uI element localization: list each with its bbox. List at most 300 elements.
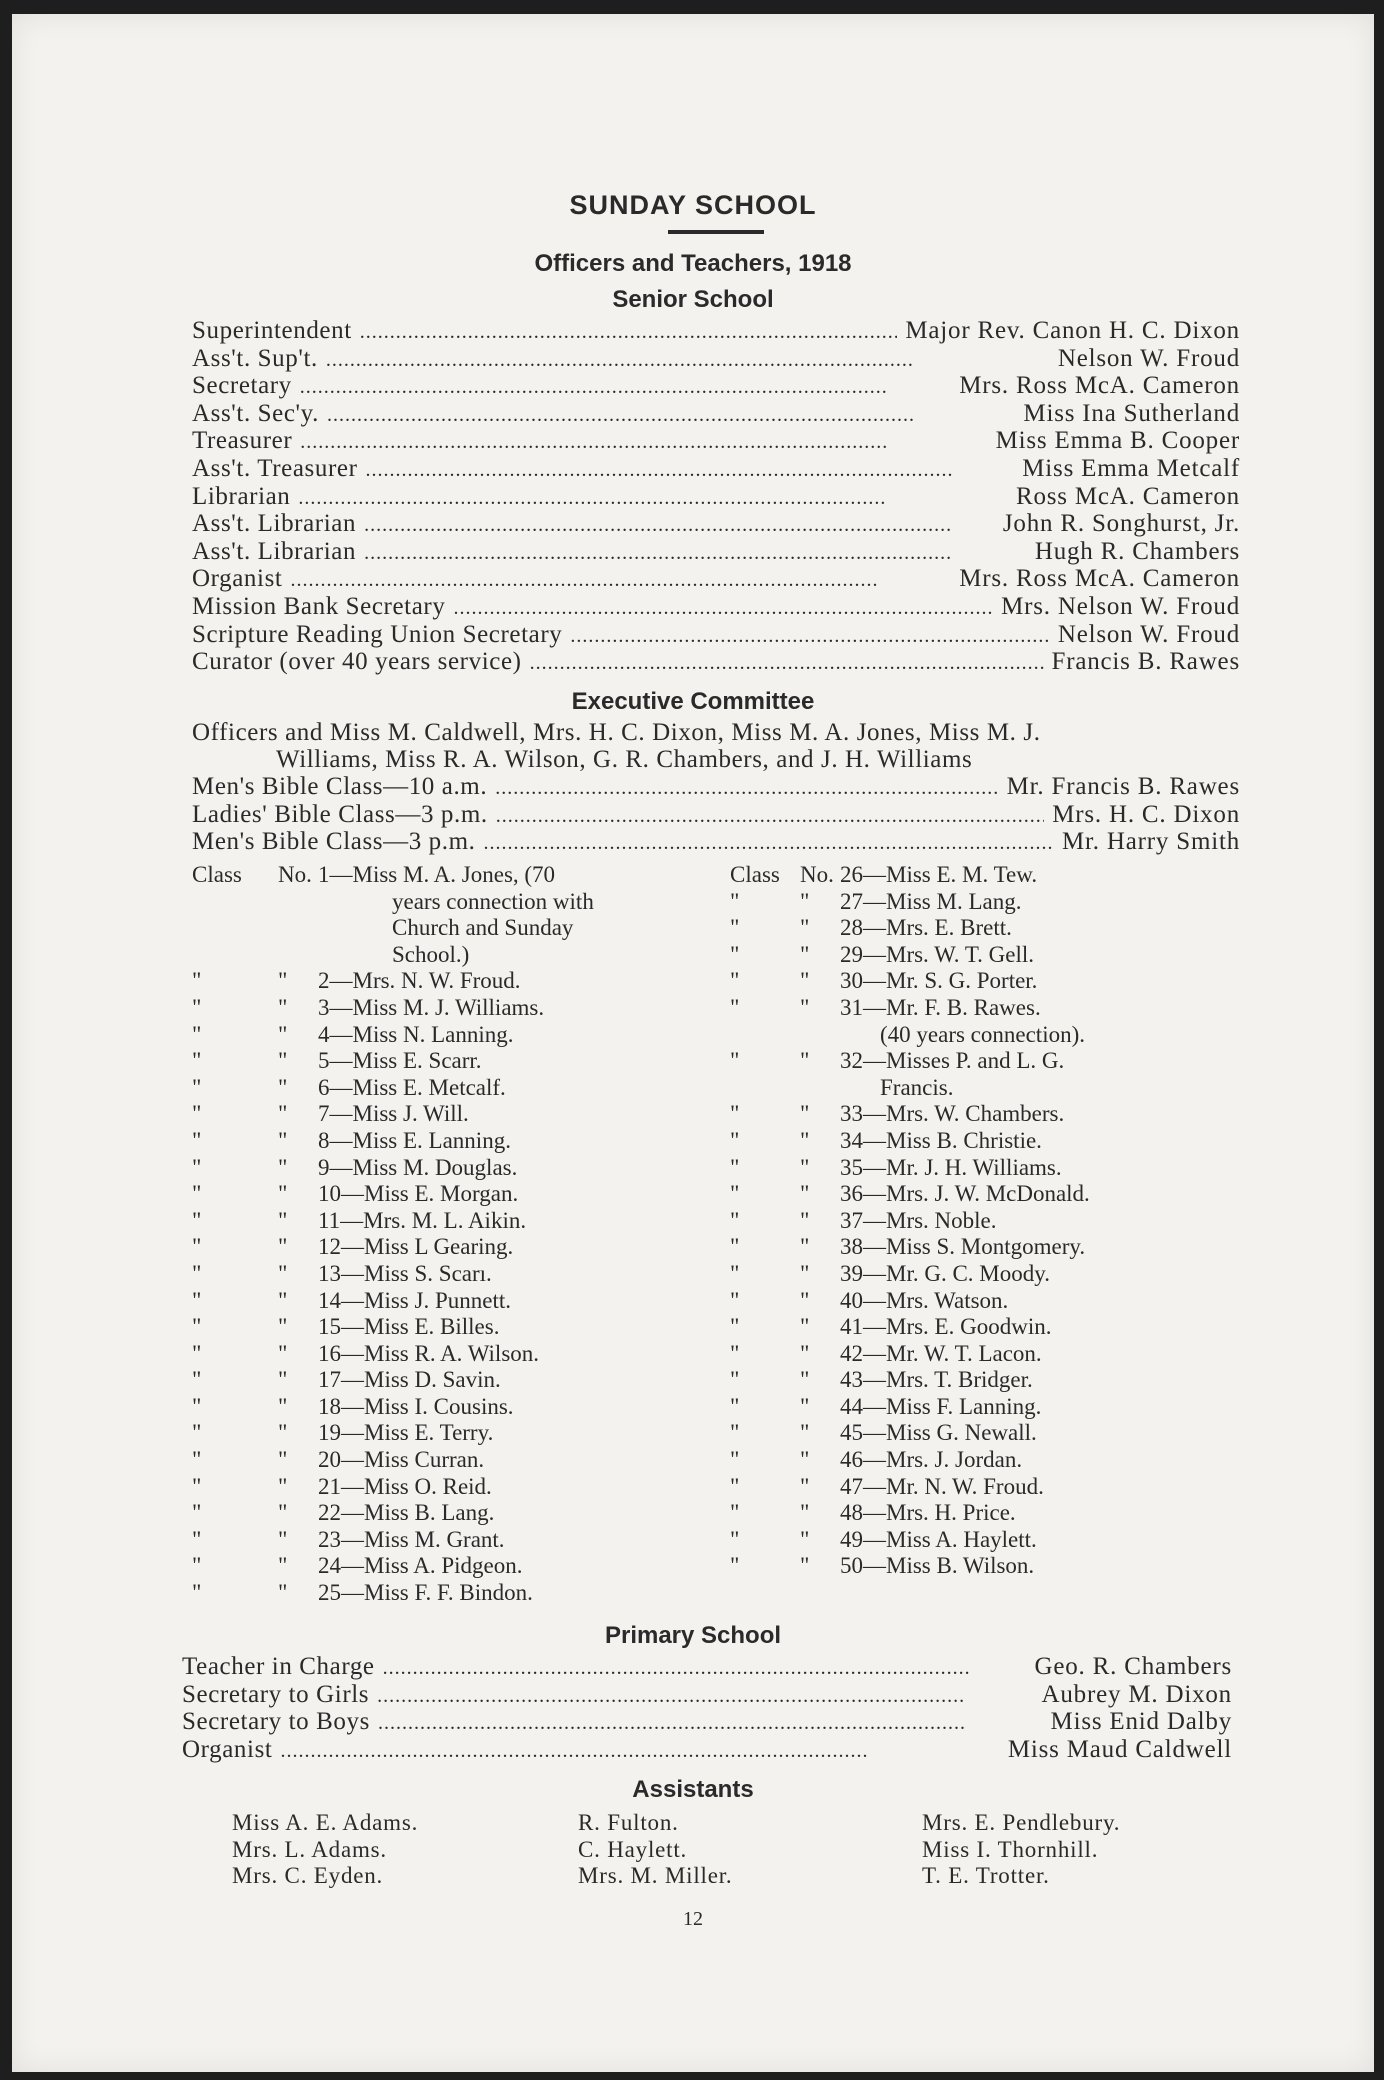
class-teacher: 8—Miss E. Lanning. xyxy=(318,1127,511,1153)
class-no-label: " xyxy=(278,1260,288,1286)
class-row xyxy=(730,1128,1250,1155)
primary-officer-name: Aubrey M. Dixon xyxy=(1041,1680,1232,1708)
class-teacher: 40—Mrs. Watson. xyxy=(840,1287,1009,1313)
executive-line-1: Officers and Miss M. Caldwell, Mrs. H. C. Dixon, Miss M. A. Jones, Miss M. J. xyxy=(192,719,1041,746)
class-continuation: (40 years connection). xyxy=(880,1021,1086,1047)
class-teacher: 7—Miss J. Will. xyxy=(318,1101,469,1127)
primary-officer-name: Miss Enid Dalby xyxy=(1050,1708,1232,1736)
class-row xyxy=(730,1208,1250,1235)
class-row xyxy=(730,889,1250,916)
class-label: " xyxy=(192,1553,202,1579)
class-label: " xyxy=(192,1367,202,1393)
class-no-label: " xyxy=(278,1393,288,1419)
class-label: " xyxy=(192,1340,202,1366)
bible-class-name: Mr. Francis B. Rawes xyxy=(1006,773,1240,800)
class-teacher: 16—Miss R. A. Wilson. xyxy=(318,1340,540,1366)
dot-leader xyxy=(280,1737,999,1765)
class-no-label: " xyxy=(800,1367,810,1393)
primary-officers-list xyxy=(182,1654,1232,1764)
class-no-label: " xyxy=(278,1287,288,1313)
officer-row xyxy=(192,428,1240,456)
primary-officer-name: Geo. R. Chambers xyxy=(1034,1653,1232,1680)
class-teacher: 18—Miss I. Cousins. xyxy=(318,1393,514,1419)
officer-row xyxy=(192,649,1240,677)
class-no-label: " xyxy=(278,1021,288,1047)
class-label: " xyxy=(730,1526,740,1552)
primary-officer-row xyxy=(182,1654,1232,1682)
officers-list xyxy=(192,318,1240,677)
assistant-name: Mrs. C. Eyden. xyxy=(232,1863,384,1889)
class-teacher: 25—Miss F. F. Bindon. xyxy=(318,1580,533,1606)
class-continuation: Francis. xyxy=(880,1074,954,1100)
primary-officer-row xyxy=(182,1682,1232,1710)
class-teacher: 19—Miss E. Terry. xyxy=(318,1420,494,1446)
class-teacher: 22—Miss B. Lang. xyxy=(318,1500,495,1526)
officer-name: Major Rev. Canon H. C. Dixon xyxy=(905,317,1240,344)
class-no-label: " xyxy=(278,1420,288,1446)
class-teacher: 10—Miss E. Morgan. xyxy=(318,1181,519,1207)
class-continuation: Church and Sunday xyxy=(392,915,574,941)
class-row xyxy=(730,968,1250,995)
class-row xyxy=(192,1420,712,1447)
primary-officer-row xyxy=(182,1709,1232,1737)
class-row xyxy=(192,1155,712,1182)
primary-officer-name: Miss Maud Caldwell xyxy=(1007,1735,1232,1763)
class-teacher: 49—Miss A. Haylett. xyxy=(840,1526,1037,1552)
class-label: " xyxy=(730,1314,740,1340)
class-row xyxy=(730,1420,1250,1447)
officer-name: Mrs. Ross McA. Cameron xyxy=(959,372,1240,400)
class-no-label: " xyxy=(278,1580,288,1606)
class-teacher: 29—Mrs. W. T. Gell. xyxy=(840,941,1035,967)
class-no-label: " xyxy=(800,1154,810,1180)
class-row xyxy=(192,1500,712,1527)
assistant-name: Mrs. E. Pendlebury. xyxy=(922,1810,1121,1835)
class-label: " xyxy=(730,1207,740,1233)
class-label: " xyxy=(192,1074,202,1100)
class-no-label: " xyxy=(278,1154,288,1180)
class-row xyxy=(192,1580,712,1607)
class-row xyxy=(192,1208,712,1235)
class-continuation: School.) xyxy=(392,941,470,967)
class-label: " xyxy=(730,968,740,994)
class-teacher: 13—Miss S. Scarı. xyxy=(318,1260,492,1286)
class-label: " xyxy=(730,1553,740,1579)
class-teacher: 21—Miss O. Reid. xyxy=(318,1473,492,1499)
class-teacher: 1—Miss M. A. Jones, (70 xyxy=(318,862,556,887)
executive-line-2: Williams, Miss R. A. Wilson, G. R. Chambers, and J. H. Williams xyxy=(276,745,973,773)
class-no-label: " xyxy=(800,1500,810,1526)
primary-officer-label: Organist xyxy=(182,1735,273,1763)
class-teacher: 36—Mrs. J. W. McDonald. xyxy=(840,1181,1090,1207)
officer-label: Organist xyxy=(192,565,283,593)
dot-leader xyxy=(570,622,1049,650)
bible-classes-list xyxy=(192,774,1240,857)
class-no-label: " xyxy=(800,1553,810,1579)
officer-label: Treasurer xyxy=(192,427,293,455)
officer-name: Hugh R. Chambers xyxy=(1034,537,1240,565)
dot-leader xyxy=(300,428,987,456)
officer-row xyxy=(192,594,1240,622)
bible-class-label: Men's Bible Class—10 a.m. xyxy=(192,773,488,800)
class-no-label: " xyxy=(800,1287,810,1313)
class-row xyxy=(192,1553,712,1580)
class-label: " xyxy=(730,1473,740,1499)
class-teacher: 23—Miss M. Grant. xyxy=(318,1526,505,1552)
officer-label: Ass't. Sup't. xyxy=(192,344,318,372)
dot-leader xyxy=(290,566,951,594)
page-number: 12 xyxy=(683,1908,703,1930)
class-no-label: " xyxy=(278,1367,288,1393)
class-label: " xyxy=(730,1260,740,1286)
class-row xyxy=(192,1101,712,1128)
class-row xyxy=(730,1394,1250,1421)
class-no-label: " xyxy=(800,994,810,1020)
class-label: " xyxy=(730,915,740,941)
officer-name: Ross McA. Cameron xyxy=(1015,482,1240,510)
title-rule xyxy=(668,230,764,234)
officer-row xyxy=(192,318,1240,346)
page-title: SUNDAY SCHOOL xyxy=(569,190,817,220)
dot-leader xyxy=(298,484,1008,512)
class-label: " xyxy=(192,1420,202,1446)
class-teacher: 39—Mr. G. C. Moody. xyxy=(840,1260,1050,1286)
class-teacher: 47—Mr. N. W. Froud. xyxy=(840,1473,1044,1499)
class-no-label: " xyxy=(800,1234,810,1260)
class-no-label: " xyxy=(800,1526,810,1552)
officer-row xyxy=(192,346,1240,374)
class-no-label: " xyxy=(800,1127,810,1153)
class-row xyxy=(192,1075,712,1102)
class-row xyxy=(192,1474,712,1501)
class-no-label: " xyxy=(800,1393,810,1419)
dot-leader xyxy=(495,774,998,802)
class-row xyxy=(730,1527,1250,1554)
class-no-label: " xyxy=(800,915,810,941)
class-label: " xyxy=(192,1234,202,1260)
dot-leader xyxy=(378,1709,1043,1737)
officer-name: John R. Songhurst, Jr. xyxy=(1002,510,1240,538)
class-label: " xyxy=(192,1580,202,1606)
bible-class-name: Mr. Harry Smith xyxy=(1062,828,1240,856)
assistants-column-1 xyxy=(232,1810,418,1890)
class-no-label: " xyxy=(800,1207,810,1233)
class-label: " xyxy=(730,888,740,914)
class-no-label: " xyxy=(800,888,810,914)
dot-leader xyxy=(364,539,1027,567)
class-no-label: " xyxy=(278,994,288,1020)
document-page xyxy=(12,14,1374,2072)
class-label: " xyxy=(730,1393,740,1419)
officer-row xyxy=(192,622,1240,650)
class-no-label: No. xyxy=(800,862,834,887)
class-row xyxy=(730,1341,1250,1368)
class-teacher: 28—Mrs. E. Brett. xyxy=(840,915,1012,941)
class-no-label: " xyxy=(278,1234,288,1260)
officer-name: Miss Ina Sutherland xyxy=(1023,399,1240,427)
primary-officer-label: Secretary to Boys xyxy=(182,1708,370,1736)
class-row xyxy=(730,915,1250,942)
dot-leader xyxy=(360,318,898,346)
assistant-name: Miss A. E. Adams. xyxy=(232,1810,419,1835)
class-teacher: 15—Miss E. Billes. xyxy=(318,1314,500,1340)
class-no-label: " xyxy=(278,1526,288,1552)
class-label: " xyxy=(730,1154,740,1180)
officer-label: Ass't. Treasurer xyxy=(192,454,358,482)
class-teacher: 17—Miss D. Savin. xyxy=(318,1367,501,1393)
officer-name: Mrs. Ross McA. Cameron xyxy=(959,565,1240,593)
class-row xyxy=(192,968,712,995)
dot-leader xyxy=(326,346,1050,374)
class-no-label: " xyxy=(278,1207,288,1233)
bible-class-label: Men's Bible Class—3 p.m. xyxy=(192,828,476,856)
class-label: " xyxy=(730,1287,740,1313)
officer-label: Ass't. Librarian xyxy=(192,537,357,565)
class-label: " xyxy=(192,1473,202,1499)
class-no-label: No. xyxy=(278,862,312,887)
executive-committee-text xyxy=(192,720,1240,773)
officer-row xyxy=(192,566,1240,594)
class-label: Class xyxy=(730,862,780,887)
class-row xyxy=(192,1447,712,1474)
officer-label: Librarian xyxy=(192,482,291,510)
class-label: " xyxy=(192,1048,202,1074)
class-row xyxy=(192,1341,712,1368)
class-teacher: 37—Mrs. Noble. xyxy=(840,1207,997,1233)
class-row xyxy=(730,1288,1250,1315)
officer-label: Scripture Reading Union Secretary xyxy=(192,620,563,648)
class-no-label: " xyxy=(278,1340,288,1366)
class-label: " xyxy=(192,994,202,1020)
dot-leader xyxy=(366,456,1015,484)
dot-leader xyxy=(327,401,1015,429)
assistant-name: R. Fulton. xyxy=(578,1810,679,1835)
class-no-label: " xyxy=(278,1074,288,1100)
class-row xyxy=(192,1048,712,1075)
officer-label: Ass't. Librarian xyxy=(192,510,357,538)
officer-name: Miss Emma B. Cooper xyxy=(995,427,1240,455)
class-teacher: 5—Miss E. Scarr. xyxy=(318,1048,482,1074)
class-no-label: " xyxy=(278,1101,288,1127)
class-teacher: 38—Miss S. Montgomery. xyxy=(840,1234,1086,1260)
class-row xyxy=(730,1367,1250,1394)
class-row xyxy=(730,862,1250,889)
officer-name: Miss Emma Metcalf xyxy=(1022,454,1240,482)
class-teacher: 26—Miss E. M. Tew. xyxy=(840,862,1038,887)
dot-leader xyxy=(530,649,1044,677)
class-label: " xyxy=(192,1207,202,1233)
class-label: " xyxy=(192,1260,202,1286)
class-teacher: 6—Miss E. Metcalf. xyxy=(318,1074,506,1100)
class-row xyxy=(192,862,712,889)
class-no-label: " xyxy=(800,941,810,967)
class-label: Class xyxy=(192,862,242,887)
class-label: " xyxy=(192,1287,202,1313)
primary-officer-row xyxy=(182,1737,1232,1765)
dot-leader xyxy=(383,1654,1027,1682)
class-teacher: 12—Miss L Gearing. xyxy=(318,1234,514,1260)
classes-right-column xyxy=(730,862,1250,1580)
class-label: " xyxy=(730,1500,740,1526)
primary-officer-label: Secretary to Girls xyxy=(182,1680,370,1708)
assistant-name: C. Haylett. xyxy=(578,1836,688,1862)
class-no-label: " xyxy=(800,1340,810,1366)
officer-name: Nelson W. Froud xyxy=(1057,344,1240,372)
class-row xyxy=(730,1261,1250,1288)
dot-leader xyxy=(377,1682,1033,1710)
class-row xyxy=(192,1394,712,1421)
class-teacher: 31—Mr. F. B. Rawes. xyxy=(840,994,1041,1020)
class-row xyxy=(192,1234,712,1261)
class-teacher: 33—Mrs. W. Chambers. xyxy=(840,1101,1065,1127)
class-teacher: 14—Miss J. Punnett. xyxy=(318,1287,511,1313)
dot-leader xyxy=(453,594,993,622)
officer-row xyxy=(192,373,1240,401)
dot-leader xyxy=(364,511,995,539)
class-row xyxy=(730,942,1250,969)
class-label: " xyxy=(192,968,202,994)
class-no-label: " xyxy=(800,1473,810,1499)
officer-row xyxy=(192,456,1240,484)
class-teacher: 44—Miss F. Lanning. xyxy=(840,1393,1042,1419)
class-no-label: " xyxy=(800,968,810,994)
officer-name: Mrs. Nelson W. Froud xyxy=(1001,592,1240,620)
class-row xyxy=(730,1101,1250,1128)
class-label: " xyxy=(730,1367,740,1393)
class-label: " xyxy=(730,1048,740,1074)
dot-leader xyxy=(496,802,1044,830)
class-teacher: 27—Miss M. Lang. xyxy=(840,888,1022,914)
class-label: " xyxy=(192,1021,202,1047)
class-teacher: 9—Miss M. Douglas. xyxy=(318,1154,518,1180)
class-teacher: 20—Miss Curran. xyxy=(318,1447,485,1473)
class-teacher: 35—Mr. J. H. Williams. xyxy=(840,1154,1062,1180)
class-no-label: " xyxy=(800,1420,810,1446)
class-no-label: " xyxy=(800,1101,810,1127)
class-teacher: 2—Mrs. N. W. Froud. xyxy=(318,968,521,994)
class-label: " xyxy=(192,1500,202,1526)
class-row xyxy=(192,1288,712,1315)
assistant-name: Mrs. L. Adams. xyxy=(232,1836,387,1862)
assistants-heading: Assistants xyxy=(632,1776,754,1803)
class-row xyxy=(730,1314,1250,1341)
officers-heading: Officers and Teachers, 1918 xyxy=(534,250,852,277)
officer-row xyxy=(192,484,1240,512)
class-no-label: " xyxy=(278,1314,288,1340)
class-label: " xyxy=(192,1181,202,1207)
assistants-column-3 xyxy=(922,1810,1120,1890)
class-no-label: " xyxy=(278,1127,288,1153)
class-row xyxy=(730,1234,1250,1261)
class-teacher: 3—Miss M. J. Williams. xyxy=(318,994,545,1020)
class-label: " xyxy=(730,1101,740,1127)
class-teacher: 24—Miss A. Pidgeon. xyxy=(318,1553,523,1579)
dot-leader xyxy=(484,829,1055,857)
class-no-label: " xyxy=(278,1447,288,1473)
class-no-label: " xyxy=(278,968,288,994)
class-no-label: " xyxy=(800,1181,810,1207)
class-teacher: 34—Miss B. Christie. xyxy=(840,1127,1042,1153)
class-row xyxy=(730,1048,1250,1075)
class-label: " xyxy=(730,1340,740,1366)
class-row xyxy=(192,1367,712,1394)
class-no-label: " xyxy=(278,1500,288,1526)
class-no-label: " xyxy=(800,1048,810,1074)
class-label: " xyxy=(730,1234,740,1260)
class-continuation: years connection with xyxy=(392,888,594,914)
class-row xyxy=(192,1314,712,1341)
class-teacher: 4—Miss N. Lanning. xyxy=(318,1021,514,1047)
bible-class-name: Mrs. H. C. Dixon xyxy=(1052,800,1240,828)
classes-left-column xyxy=(192,862,712,1607)
officer-label: Superintendent xyxy=(192,317,352,344)
class-row xyxy=(192,995,712,1022)
class-teacher: 42—Mr. W. T. Lacon. xyxy=(840,1340,1042,1366)
class-teacher: 11—Mrs. M. L. Aikin. xyxy=(318,1207,527,1233)
class-row xyxy=(730,1474,1250,1501)
class-row xyxy=(730,1500,1250,1527)
class-teacher: 50—Miss B. Wilson. xyxy=(840,1553,1035,1579)
officer-label: Mission Bank Secretary xyxy=(192,592,446,620)
class-teacher: 32—Misses P. and L. G. xyxy=(840,1048,1065,1074)
class-label: " xyxy=(192,1314,202,1340)
class-row xyxy=(192,1181,712,1208)
class-row xyxy=(192,1527,712,1554)
class-no-label: " xyxy=(800,1260,810,1286)
assistant-name: T. E. Trotter. xyxy=(922,1863,1050,1889)
officer-row xyxy=(192,539,1240,567)
class-row xyxy=(192,1261,712,1288)
class-teacher: 45—Miss G. Newall. xyxy=(840,1420,1037,1446)
class-row xyxy=(730,1447,1250,1474)
dot-leader xyxy=(300,373,951,401)
class-no-label: " xyxy=(278,1181,288,1207)
class-teacher: 41—Mrs. E. Goodwin. xyxy=(840,1314,1052,1340)
class-no-label: " xyxy=(800,1447,810,1473)
class-label: " xyxy=(730,1447,740,1473)
class-row xyxy=(730,995,1250,1022)
class-row xyxy=(730,1553,1250,1580)
class-row xyxy=(192,1022,712,1049)
assistant-name: Miss I. Thornhill. xyxy=(922,1836,1099,1862)
officer-name: Francis B. Rawes xyxy=(1051,648,1240,676)
class-label: " xyxy=(192,1101,202,1127)
class-teacher: 46—Mrs. J. Jordan. xyxy=(840,1447,1023,1473)
officer-label: Ass't. Sec'y. xyxy=(192,399,319,427)
bible-class-row xyxy=(192,802,1240,830)
class-label: " xyxy=(192,1447,202,1473)
assistants-column-2 xyxy=(578,1810,732,1890)
class-label: " xyxy=(730,1181,740,1207)
officer-label: Secretary xyxy=(192,372,292,400)
class-row xyxy=(192,1128,712,1155)
assistant-name: Mrs. M. Miller. xyxy=(578,1863,733,1889)
class-row xyxy=(730,1181,1250,1208)
officer-name: Nelson W. Froud xyxy=(1057,620,1240,648)
class-teacher: 30—Mr. S. G. Porter. xyxy=(840,968,1038,994)
class-label: " xyxy=(192,1154,202,1180)
class-teacher: 43—Mrs. T. Bridger. xyxy=(840,1367,1033,1393)
class-label: " xyxy=(730,1420,740,1446)
primary-officer-label: Teacher in Charge xyxy=(182,1653,375,1680)
class-label: " xyxy=(730,941,740,967)
bible-class-row xyxy=(192,774,1240,802)
officer-row xyxy=(192,511,1240,539)
senior-school-heading: Senior School xyxy=(612,286,774,313)
class-label: " xyxy=(730,994,740,1020)
class-teacher: 48—Mrs. H. Price. xyxy=(840,1500,1016,1526)
primary-school-heading: Primary School xyxy=(604,1622,782,1649)
